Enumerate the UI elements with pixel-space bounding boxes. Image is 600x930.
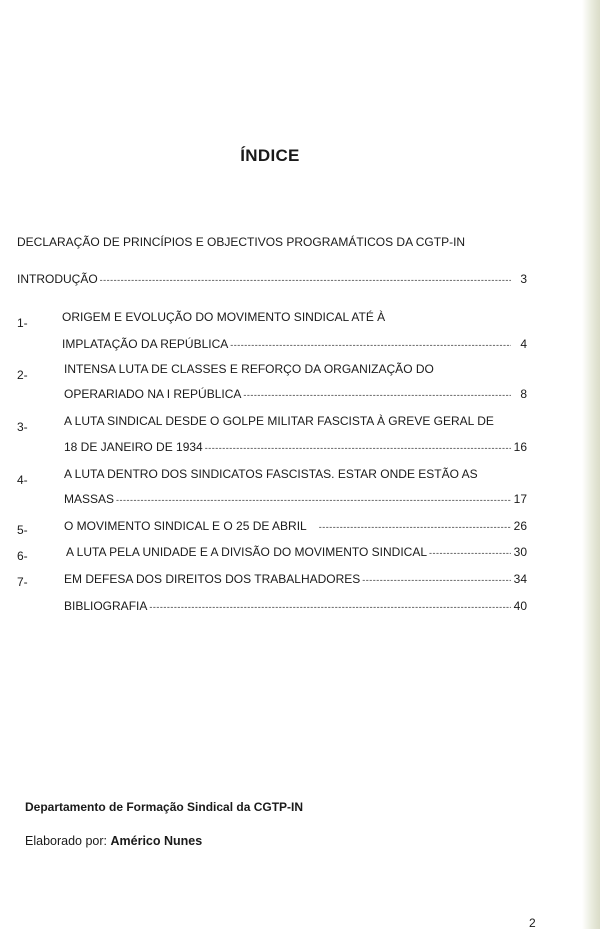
dot-leader — [149, 600, 511, 615]
chapter-title-line2: IMPLATAÇÃO DA REPÚBLICA — [62, 337, 229, 351]
chapter-number: 5- — [17, 523, 28, 537]
toc-page-number: 17 — [513, 492, 527, 506]
toc-entry-chapter-7 — [64, 572, 527, 588]
toc-entry-chapter-6 — [66, 545, 527, 561]
chapter-title-line1: INTENSA LUTA DE CLASSES E REFORÇO DA ORGANIZAÇÃO DO — [64, 362, 434, 376]
toc-entry-chapter-3 — [64, 440, 527, 456]
chapter-title-line2: OPERARIADO NA I REPÚBLICA — [64, 387, 242, 401]
toc-page-number: 3 — [520, 272, 527, 286]
chapter-number: 7- — [17, 575, 28, 589]
toc-entry-text: BIBLIOGRAFIA — [64, 599, 148, 613]
chapter-title-line2: MASSAS — [64, 492, 115, 506]
dot-leader — [243, 388, 511, 403]
chapter-title-line1: ORIGEM E EVOLUÇÃO DO MOVIMENTO SINDICAL ATÉ À — [62, 310, 386, 324]
dot-leader — [230, 338, 511, 353]
toc-entry-text: INTRODUÇÃO — [17, 272, 98, 286]
declaration-entry: DECLARAÇÃO DE PRINCÍPIOS E OBJECTIVOS PROGRAMÁTICOS DA CGTP-IN — [17, 235, 466, 249]
toc-page-number: 4 — [520, 337, 527, 351]
author-name: Américo Nunes — [110, 834, 203, 848]
chapter-number: 1- — [17, 316, 28, 330]
scan-edge-shadow — [582, 0, 600, 929]
dot-leader — [116, 493, 511, 508]
dot-leader — [362, 573, 511, 588]
toc-page-number: 40 — [513, 599, 527, 613]
chapter-title: A LUTA PELA UNIDADE E A DIVISÃO DO MOVIMENTO SINDICAL — [66, 545, 427, 559]
toc-page-number: 34 — [513, 572, 527, 586]
toc-entry-chapter-5 — [64, 519, 527, 535]
toc-entry-bibliography — [64, 599, 527, 615]
toc-page-number: 16 — [513, 440, 527, 454]
dot-leader — [205, 441, 511, 456]
author-credit — [25, 834, 202, 848]
toc-page-number: 26 — [513, 519, 527, 533]
toc-entry-chapter-4 — [64, 492, 527, 508]
toc-entry-chapter-1 — [62, 337, 527, 353]
author-label: Elaborado por: — [25, 834, 111, 848]
dot-leader — [319, 520, 511, 535]
chapter-number: 2- — [17, 368, 28, 382]
chapter-title-line1: A LUTA DENTRO DOS SINDICATOS FASCISTAS. ESTAR ONDE ESTÃO AS — [64, 467, 478, 481]
chapter-title: O MOVIMENTO SINDICAL E O 25 DE ABRIL — [64, 519, 307, 533]
toc-entry-introduction — [17, 272, 527, 288]
chapter-number: 6- — [17, 549, 28, 563]
dot-leader — [429, 546, 511, 561]
chapter-number: 4- — [17, 473, 28, 487]
chapter-title-line2: 18 DE JANEIRO DE 1934 — [64, 440, 203, 454]
toc-page-number: 30 — [513, 545, 527, 559]
toc-entry-chapter-2 — [64, 387, 527, 403]
chapter-title-line1: A LUTA SINDICAL DESDE O GOLPE MILITAR FASCISTA À GREVE GERAL DE — [64, 414, 494, 428]
chapter-number: 3- — [17, 420, 28, 434]
page-number: 2 — [529, 916, 536, 930]
chapter-title: EM DEFESA DOS DIREITOS DOS TRABALHADORES — [64, 572, 361, 586]
dot-leader — [100, 273, 511, 288]
page-title: ÍNDICE — [240, 146, 300, 165]
toc-page-number: 8 — [520, 387, 527, 401]
department-credit: Departamento de Formação Sindical da CGTP-IN — [25, 800, 304, 814]
